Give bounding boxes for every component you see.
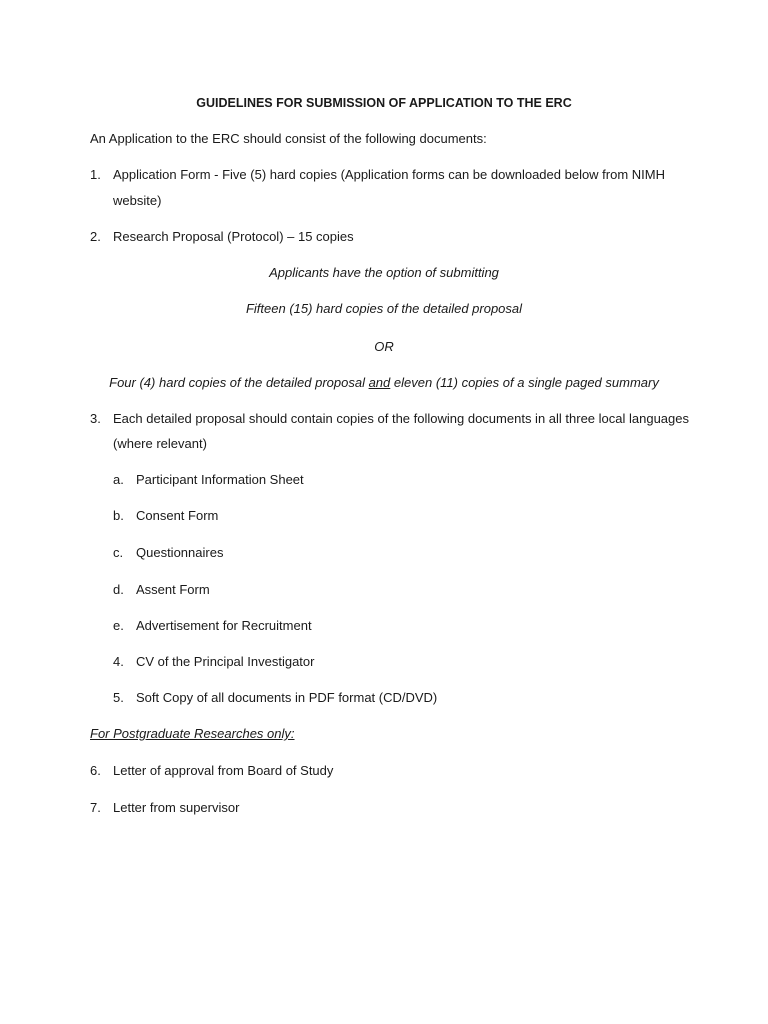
- list-number: 5.: [113, 690, 124, 705]
- list-item-text: Letter from supervisor: [113, 800, 240, 815]
- sublist-letter: e.: [113, 618, 124, 633]
- list-number: 1.: [90, 167, 101, 182]
- list-number: 4.: [113, 654, 124, 669]
- list-number: 6.: [90, 763, 101, 778]
- list-number: 3.: [90, 411, 101, 426]
- list-item-text: Soft Copy of all documents in PDF format (CD/DVD): [136, 690, 438, 705]
- option-line: Fifteen (15) hard copies of the detailed proposal: [245, 301, 523, 316]
- list-item-text: Each detailed proposal should contain copies of the following documents in all three local languages: [113, 411, 689, 426]
- list-item-text: Letter of approval from Board of Study: [113, 763, 334, 778]
- list-item-text: Research Proposal (Protocol) – 15 copies: [113, 229, 354, 244]
- sublist-item: Questionnaires: [136, 545, 224, 560]
- sublist-letter: b.: [113, 508, 124, 523]
- sublist-item: Consent Form: [136, 508, 219, 523]
- sublist-letter: d.: [113, 582, 124, 597]
- sublist-letter: a.: [113, 472, 124, 487]
- option-or: OR: [374, 339, 394, 354]
- option-text: Four (4) hard copies of the detailed proposal: [109, 375, 369, 390]
- sublist-item: Advertisement for Recruitment: [136, 618, 312, 633]
- list-item-text: CV of the Principal Investigator: [136, 654, 315, 669]
- sublist-letter: c.: [113, 545, 124, 560]
- sublist-item: Participant Information Sheet: [136, 472, 304, 487]
- option-line: Applicants have the option of submitting: [269, 265, 499, 280]
- list-item-text-continued: (where relevant): [113, 436, 207, 451]
- postgrad-heading: For Postgraduate Researches only:: [90, 726, 295, 741]
- option-text: eleven (11) copies of a single paged summary: [390, 375, 659, 390]
- intro-paragraph: An Application to the ERC should consist of the following documents:: [90, 131, 487, 146]
- list-number: 2.: [90, 229, 101, 244]
- list-number: 7.: [90, 800, 101, 815]
- underlined-and: and: [368, 375, 391, 390]
- document-title: GUIDELINES FOR SUBMISSION OF APPLICATION TO THE ERC: [196, 96, 572, 110]
- list-item-text-continued: website): [113, 193, 162, 208]
- option-line: [0, 375, 768, 391]
- sublist-item: Assent Form: [136, 582, 210, 597]
- list-item-text: Application Form - Five (5) hard copies (Application forms can be downloaded below from NIMH: [113, 167, 666, 182]
